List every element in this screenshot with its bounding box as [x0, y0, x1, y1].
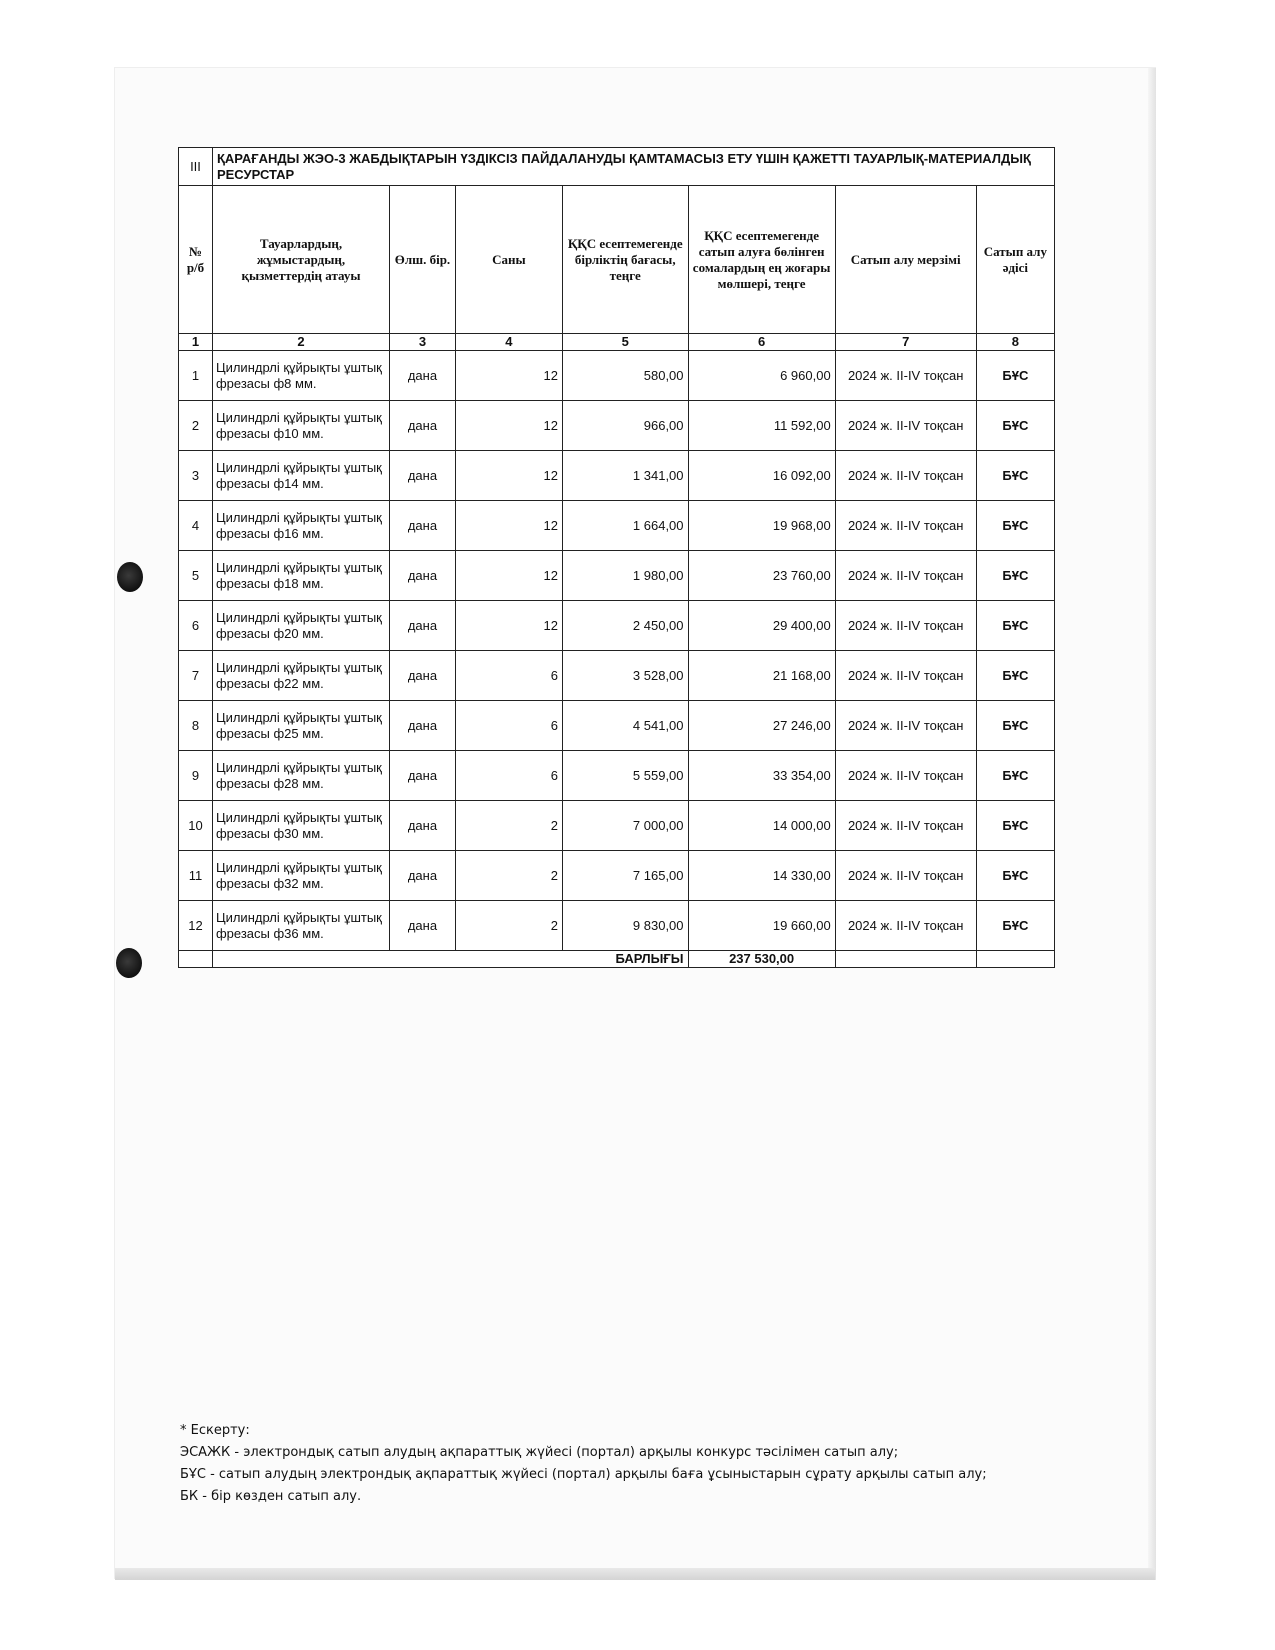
note-line: БҰС - сатып алудың электрондық ақпараттық жүйесі (портал) арқылы баға ұсыныстарын сұрату арқылы сатып алу;	[180, 1467, 987, 1482]
quantity: 12	[455, 351, 562, 401]
column-header: Өлш. бір.	[390, 186, 456, 334]
procurement-period: 2024 ж. ІІ-ІV тоқсан	[835, 651, 976, 701]
column-header: Сатып алу мерзімі	[835, 186, 976, 334]
row-number: 1	[179, 351, 213, 401]
unit-of-measure: дана	[390, 751, 456, 801]
column-number: 7	[835, 334, 976, 351]
empty-cell	[179, 951, 213, 968]
procurement-period: 2024 ж. ІІ-ІV тоқсан	[835, 801, 976, 851]
resources-table	[178, 147, 1055, 968]
quantity: 12	[455, 401, 562, 451]
max-amount: 6 960,00	[688, 351, 835, 401]
row-number: 10	[179, 801, 213, 851]
quantity: 12	[455, 551, 562, 601]
table-row	[179, 751, 1055, 801]
unit-of-measure: дана	[390, 451, 456, 501]
table-row	[179, 601, 1055, 651]
row-number: 5	[179, 551, 213, 601]
row-number: 12	[179, 901, 213, 951]
procurement-period: 2024 ж. ІІ-ІV тоқсан	[835, 851, 976, 901]
item-name: Цилиндрлі құйрықты ұштық фрезасы ф10 мм.	[212, 401, 389, 451]
notes-title: * Ескерту:	[180, 1423, 250, 1438]
sheet-edge	[115, 1568, 1155, 1580]
procurement-method: БҰС	[976, 901, 1054, 951]
unit-price: 7 000,00	[562, 801, 688, 851]
section-number: III	[179, 148, 213, 186]
procurement-period: 2024 ж. ІІ-ІV тоқсан	[835, 551, 976, 601]
quantity: 6	[455, 751, 562, 801]
table-row	[179, 801, 1055, 851]
max-amount: 33 354,00	[688, 751, 835, 801]
table-row	[179, 851, 1055, 901]
procurement-method: БҰС	[976, 801, 1054, 851]
unit-price: 966,00	[562, 401, 688, 451]
procurement-method: БҰС	[976, 601, 1054, 651]
table-row	[179, 351, 1055, 401]
quantity: 12	[455, 601, 562, 651]
table-row	[179, 651, 1055, 701]
grand-total: 237 530,00	[688, 951, 835, 968]
unit-of-measure: дана	[390, 651, 456, 701]
unit-price: 1 664,00	[562, 501, 688, 551]
row-number: 3	[179, 451, 213, 501]
procurement-method: БҰС	[976, 651, 1054, 701]
column-number: 8	[976, 334, 1054, 351]
unit-price: 1 341,00	[562, 451, 688, 501]
column-number: 3	[390, 334, 456, 351]
item-name: Цилиндрлі құйрықты ұштық фрезасы ф30 мм.	[212, 801, 389, 851]
section-title: ҚАРАҒАНДЫ ЖЭО-3 ЖАБДЫҚТАРЫН ҮЗДІКСІЗ ПАЙДАЛАНУДЫ ҚАМТАМАСЫЗ ЕТУ ҮШІН ҚАЖЕТТІ ТАУАРЛЫҚ-МАТЕРИАЛДЫҚ РЕСУРСТАР	[212, 148, 1054, 186]
column-header: № р/б	[179, 186, 213, 334]
procurement-method: БҰС	[976, 401, 1054, 451]
procurement-period: 2024 ж. ІІ-ІV тоқсан	[835, 501, 976, 551]
unit-price: 7 165,00	[562, 851, 688, 901]
procurement-period: 2024 ж. ІІ-ІV тоқсан	[835, 401, 976, 451]
table-row	[179, 701, 1055, 751]
unit-price: 580,00	[562, 351, 688, 401]
unit-price: 3 528,00	[562, 651, 688, 701]
unit-of-measure: дана	[390, 801, 456, 851]
procurement-period: 2024 ж. ІІ-ІV тоқсан	[835, 701, 976, 751]
row-number: 7	[179, 651, 213, 701]
procurement-method: БҰС	[976, 551, 1054, 601]
table-row	[179, 901, 1055, 951]
sheet-edge	[1148, 68, 1156, 1580]
quantity: 2	[455, 901, 562, 951]
procurement-period: 2024 ж. ІІ-ІV тоқсан	[835, 351, 976, 401]
max-amount: 11 592,00	[688, 401, 835, 451]
unit-of-measure: дана	[390, 351, 456, 401]
row-number: 9	[179, 751, 213, 801]
procurement-period: 2024 ж. ІІ-ІV тоқсан	[835, 901, 976, 951]
max-amount: 16 092,00	[688, 451, 835, 501]
column-number: 2	[212, 334, 389, 351]
procurement-period: 2024 ж. ІІ-ІV тоқсан	[835, 751, 976, 801]
quantity: 6	[455, 651, 562, 701]
unit-of-measure: дана	[390, 601, 456, 651]
item-name: Цилиндрлі құйрықты ұштық фрезасы ф20 мм.	[212, 601, 389, 651]
quantity: 6	[455, 701, 562, 751]
procurement-method: БҰС	[976, 451, 1054, 501]
unit-of-measure: дана	[390, 501, 456, 551]
procurement-method: БҰС	[976, 751, 1054, 801]
notes-section	[180, 1420, 1080, 1508]
max-amount: 21 168,00	[688, 651, 835, 701]
table-row	[179, 401, 1055, 451]
column-header: ҚҚС есептемегенде сатып алуға бөлінген сомалардың ең жоғары мөлшері, теңге	[688, 186, 835, 334]
procurement-method: БҰС	[976, 351, 1054, 401]
quantity: 12	[455, 501, 562, 551]
punch-hole	[116, 948, 142, 978]
item-name: Цилиндрлі құйрықты ұштық фрезасы ф25 мм.	[212, 701, 389, 751]
quantity: 2	[455, 851, 562, 901]
unit-price: 9 830,00	[562, 901, 688, 951]
table-row	[179, 501, 1055, 551]
empty-cell	[976, 951, 1054, 968]
unit-price: 2 450,00	[562, 601, 688, 651]
note-line: ЭСАЖК - электрондық сатып алудың ақпараттық жүйесі (портал) арқылы конкурс тәсілімен сатып алу;	[180, 1445, 899, 1460]
item-name: Цилиндрлі құйрықты ұштық фрезасы ф28 мм.	[212, 751, 389, 801]
item-name: Цилиндрлі құйрықты ұштық фрезасы ф36 мм.	[212, 901, 389, 951]
max-amount: 19 968,00	[688, 501, 835, 551]
unit-of-measure: дана	[390, 701, 456, 751]
item-name: Цилиндрлі құйрықты ұштық фрезасы ф8 мм.	[212, 351, 389, 401]
item-name: Цилиндрлі құйрықты ұштық фрезасы ф14 мм.	[212, 451, 389, 501]
unit-of-measure: дана	[390, 851, 456, 901]
table-row	[179, 551, 1055, 601]
max-amount: 29 400,00	[688, 601, 835, 651]
procurement-period: 2024 ж. ІІ-ІV тоқсан	[835, 601, 976, 651]
item-name: Цилиндрлі құйрықты ұштық фрезасы ф32 мм.	[212, 851, 389, 901]
unit-price: 1 980,00	[562, 551, 688, 601]
max-amount: 27 246,00	[688, 701, 835, 751]
procurement-method: БҰС	[976, 851, 1054, 901]
column-number-row	[179, 334, 1055, 351]
punch-hole	[117, 562, 143, 592]
unit-of-measure: дана	[390, 401, 456, 451]
column-header: ҚҚС есептемегенде бірліктің бағасы, теңге	[562, 186, 688, 334]
row-number: 6	[179, 601, 213, 651]
procurement-method: БҰС	[976, 501, 1054, 551]
max-amount: 19 660,00	[688, 901, 835, 951]
total-label: БАРЛЫҒЫ	[212, 951, 688, 968]
column-header: Сатып алу әдісі	[976, 186, 1054, 334]
total-row	[179, 951, 1055, 968]
max-amount: 14 330,00	[688, 851, 835, 901]
item-name: Цилиндрлі құйрықты ұштық фрезасы ф18 мм.	[212, 551, 389, 601]
max-amount: 14 000,00	[688, 801, 835, 851]
column-header: Саны	[455, 186, 562, 334]
unit-price: 4 541,00	[562, 701, 688, 751]
table-row	[179, 451, 1055, 501]
column-number: 1	[179, 334, 213, 351]
section-title-row	[179, 148, 1055, 186]
quantity: 12	[455, 451, 562, 501]
row-number: 2	[179, 401, 213, 451]
empty-cell	[835, 951, 976, 968]
row-number: 8	[179, 701, 213, 751]
header-row	[179, 186, 1055, 334]
procurement-period: 2024 ж. ІІ-ІV тоқсан	[835, 451, 976, 501]
item-name: Цилиндрлі құйрықты ұштық фрезасы ф22 мм.	[212, 651, 389, 701]
column-number: 4	[455, 334, 562, 351]
max-amount: 23 760,00	[688, 551, 835, 601]
note-line: БК - бір көзден сатып алу.	[180, 1489, 362, 1504]
column-number: 5	[562, 334, 688, 351]
unit-price: 5 559,00	[562, 751, 688, 801]
row-number: 11	[179, 851, 213, 901]
item-name: Цилиндрлі құйрықты ұштық фрезасы ф16 мм.	[212, 501, 389, 551]
unit-of-measure: дана	[390, 551, 456, 601]
unit-of-measure: дана	[390, 901, 456, 951]
column-number: 6	[688, 334, 835, 351]
column-header: Тауарлардың, жұмыстардың, қызметтердің атауы	[212, 186, 389, 334]
procurement-method: БҰС	[976, 701, 1054, 751]
quantity: 2	[455, 801, 562, 851]
row-number: 4	[179, 501, 213, 551]
